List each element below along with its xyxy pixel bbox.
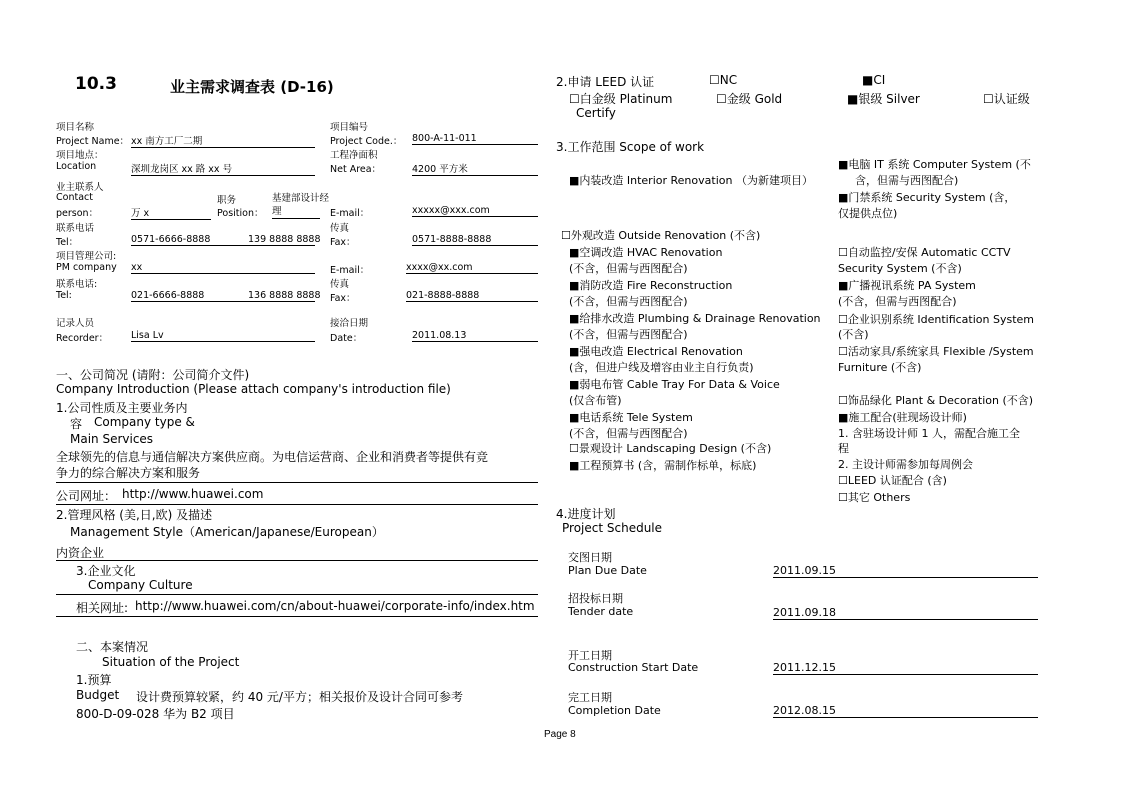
schedule-row-cn: 交图日期: [568, 551, 612, 564]
leed-ci-checkbox[interactable]: ■CI: [862, 73, 886, 87]
section-number: 10.3: [75, 74, 117, 94]
date-value: 2011.08.13: [412, 330, 538, 342]
sec1-2-cn: 2.管理风格 (美,日,欧) 及描述: [56, 508, 213, 522]
scope-fire-note: (不含，但需与西图配合): [569, 295, 688, 308]
sec1-title-en: Company Introduction (Please attach company's introduction file): [56, 382, 451, 396]
scope-furniture-note: Furniture (不含): [838, 361, 922, 374]
culture-url-label: 相关网址:: [76, 601, 129, 615]
leed-nc-checkbox[interactable]: ☐NC: [709, 73, 738, 87]
website-link[interactable]: http://www.huawei.com: [122, 487, 264, 501]
scope-budget-book[interactable]: ■工程预算书 (含，需制作标单，标底): [569, 459, 757, 472]
fax-value: 0571-8888-8888: [412, 234, 538, 246]
email-value: xxxxx@xxx.com: [412, 205, 538, 217]
scope-interior[interactable]: ■内装改造 Interior Renovation （为新建项目）: [569, 174, 813, 187]
scope-tele[interactable]: ■电话系统 Tele System: [569, 411, 693, 424]
schedule-row-en: Tender date: [568, 605, 634, 618]
net-area-cn: 工程净面积: [330, 150, 378, 161]
schedule-plan-due-value: 2011.09.15: [773, 564, 1038, 578]
leed-gold-checkbox[interactable]: ☐金级 Gold: [716, 92, 783, 106]
leed-certify-label: Certify: [576, 106, 616, 120]
project-code-cn: 项目编号: [330, 122, 369, 133]
sec1-3-cn: 3.企业文化: [76, 564, 136, 578]
project-name-label: Project Name：: [56, 136, 130, 147]
email-label: E-mail：: [330, 208, 370, 219]
schedule-row-en: Construction Start Date: [568, 661, 699, 674]
sec1-title-cn: 一、公司简况 (请附：公司简介文件): [56, 368, 250, 382]
scope-pa[interactable]: ■广播视讯系统 PA System: [838, 279, 976, 292]
leed-certify-checkbox[interactable]: ☐认证级: [983, 92, 1030, 106]
sec2-title-cn: 二、本案情况: [76, 640, 149, 654]
scope-electrical-note: (含，但进户线及增容由业主自行负责): [569, 361, 754, 374]
pm-fax-cn: 传真: [330, 279, 350, 290]
scope-security[interactable]: ■门禁系统 Security System (含，: [838, 191, 1016, 204]
company-description: 全球领先的信息与通信解决方案供应商。为电信运营商、企业和消费者等提供有竞: [56, 450, 489, 464]
scope-construction-note-1b: 程: [838, 442, 849, 455]
schedule-start-value: 2011.12.15: [773, 661, 1038, 675]
date-label: Date：: [330, 333, 363, 344]
scope-cctv-note: Security System (不含): [838, 262, 962, 275]
pm-cn: 项目管理公司:: [56, 251, 117, 262]
tel-label: Tel：: [56, 237, 79, 248]
mobile-value: 139 8888 8888: [248, 234, 321, 245]
scope-cable-tray[interactable]: ■弱电布管 Cable Tray For Data & Voice: [569, 378, 780, 391]
schedule-title-cn: 4.进度计划: [556, 507, 616, 521]
project-code-label: Project Code.：: [330, 136, 403, 147]
sec2-title-en: Situation of the Project: [102, 655, 240, 669]
schedule-row-en: Completion Date: [568, 704, 661, 717]
contact-label-2: person：: [56, 208, 99, 219]
fax-label: Fax：: [330, 237, 356, 248]
net-area-label: Net Area：: [330, 164, 382, 175]
scope-hvac-note: (不含，但需与西图配合): [569, 262, 688, 275]
pm-tel-value: 021-6666-8888: [131, 290, 315, 302]
management-style-value: 内资企业: [56, 546, 105, 560]
scope-construction-note-2: 2. 主设计师需参加每周例会: [838, 458, 973, 471]
position-cn: 职务: [217, 195, 237, 206]
net-area-value: 4200 平方米: [412, 161, 538, 176]
scope-construction-support[interactable]: ■施工配合(驻现场设计师): [838, 411, 967, 424]
pm-fax-label: Fax：: [330, 293, 356, 304]
pm-value: xx: [131, 262, 315, 274]
culture-url-link[interactable]: http://www.huawei.com/cn/about-huawei/corporate-info/index.htm: [135, 599, 535, 613]
scope-computer-note: 含，但需与西图配合): [855, 174, 959, 187]
schedule-tender-value: 2011.09.18: [773, 606, 1038, 620]
sec1-1-cn-b: 容: [70, 417, 83, 431]
contact-cn: 业主联系人: [56, 182, 104, 193]
date-cn: 接洽日期: [330, 318, 369, 329]
scope-fire[interactable]: ■消防改造 Fire Reconstruction: [569, 279, 733, 292]
sec1-3-en: Company Culture: [88, 578, 193, 592]
scope-pa-note: (不含，但需与西图配合): [838, 295, 957, 308]
schedule-row-cn: 完工日期: [568, 691, 612, 704]
recorder-cn: 记录人员: [56, 318, 95, 329]
page-title: 业主需求调查表 (D-16): [170, 78, 334, 96]
scope-others[interactable]: ☐其它 Others: [838, 491, 911, 504]
pm-email-label: E-mail：: [330, 265, 370, 276]
project-name-value: xx 南方工厂二期: [131, 133, 315, 148]
scope-tele-note: (不含，但需与西图配合): [569, 427, 688, 440]
scope-construction-note-1: 1. 含驻场设计师 1 人，需配合施工全: [838, 427, 1020, 440]
sec1-2-en: Management Style（American/Japanese/European）: [70, 525, 384, 539]
scope-identification-note: (不含): [838, 328, 869, 341]
scope-plumbing-note: (不含，但需与西图配合): [569, 328, 688, 341]
scope-outside[interactable]: ☐外观改造 Outside Renovation (不含): [561, 229, 761, 242]
fax-cn: 传真: [330, 223, 350, 234]
sec2-1-en: Budget: [76, 688, 120, 702]
sec2-1-cn: 1.预算: [76, 673, 112, 687]
pm-label: PM company: [56, 262, 117, 273]
schedule-row-cn: 招投标日期: [568, 592, 623, 605]
pm-email-value: xxxx@xx.com: [406, 262, 538, 274]
scope-title: 3.工作范围 Scope of work: [556, 140, 705, 154]
leed-silver-checkbox[interactable]: ■银级 Silver: [847, 92, 920, 106]
recorder-label: Recorder：: [56, 333, 109, 344]
location-value: 深圳龙岗区 xx 路 xx 号: [131, 161, 315, 176]
scope-identification[interactable]: ☐企业识别系统 Identification System: [838, 313, 1034, 326]
pm-fax-value: 021-8888-8888: [406, 290, 538, 302]
scope-cable-tray-note: (仅含布管): [569, 394, 622, 407]
scope-leed-support[interactable]: ☐LEED 认证配合 (含): [838, 474, 947, 487]
location-cn: 项目地点：: [56, 150, 104, 161]
scope-electrical[interactable]: ■强电改造 Electrical Renovation: [569, 345, 743, 358]
leed-platinum-checkbox[interactable]: ☐白金级 Platinum: [569, 92, 673, 106]
scope-cctv[interactable]: ☐自动监控/安保 Automatic CCTV: [838, 246, 1011, 259]
pm-tel-cn: 联系电话:: [56, 279, 98, 290]
scope-plant[interactable]: ☐饰品绿化 Plant & Decoration (不含): [838, 394, 1034, 407]
contact-label: Contact: [56, 192, 93, 203]
position-value: 基建部设计经理: [272, 193, 330, 217]
project-code-value: 800-A-11-011: [412, 133, 538, 145]
schedule-row-cn: 开工日期: [568, 649, 612, 662]
schedule-row-en: Plan Due Date: [568, 564, 647, 577]
leed-title: 2.申请 LEED 认证: [556, 75, 655, 89]
schedule-title-en: Project Schedule: [562, 521, 663, 535]
budget-value: 设计费预算较紧，约 40 元/平方；相关报价及设计合同可参考: [136, 690, 463, 704]
page-number: Page 8: [544, 729, 576, 740]
scope-plumbing[interactable]: ■给排水改造 Plumbing & Drainage Renovation: [569, 312, 821, 325]
sec1-1-en-b: Main Services: [70, 432, 154, 446]
position-label: Position：: [217, 208, 264, 219]
tel-cn: 联系电话: [56, 223, 95, 234]
scope-security-note: 仅提供点位): [838, 207, 898, 220]
pm-tel-label: Tel:: [56, 290, 72, 301]
website-label: 公司网址：: [56, 489, 117, 503]
budget-value-2: 800-D-09-028 华为 B2 项目: [76, 707, 235, 721]
recorder-value: Lisa Lv: [131, 330, 315, 342]
scope-hvac[interactable]: ■空调改造 HVAC Renovation: [569, 246, 723, 259]
location-label: Location: [56, 161, 97, 172]
pm-mobile-value: 136 8888 8888: [248, 290, 321, 301]
contact-value: 万 x: [131, 205, 211, 220]
scope-landscaping[interactable]: ☐景观设计 Landscaping Design (不含): [569, 442, 772, 455]
sec1-1-en: Company type &: [94, 415, 195, 429]
project-name-cn: 项目名称: [56, 122, 95, 133]
company-description-2: 争力的综合解决方案和服务: [56, 466, 201, 480]
schedule-completion-value: 2012.08.15: [773, 704, 1038, 718]
tel-value: 0571-6666-8888: [131, 234, 315, 246]
sec1-1-cn: 1.公司性质及主要业务内: [56, 401, 188, 415]
scope-computer[interactable]: ■电脑 IT 系统 Computer System (不: [838, 158, 1031, 171]
scope-furniture[interactable]: ☐活动家具/系统家具 Flexible /System: [838, 345, 1034, 358]
